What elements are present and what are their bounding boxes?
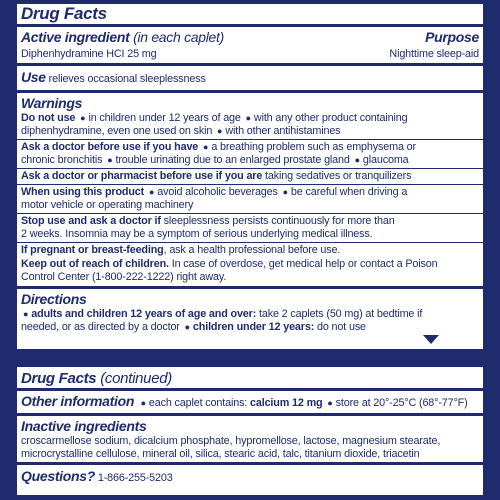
do-not-use-block: Do not use ● in children under 12 years of age ● with any other product containing diphenhydramine, even one used on skin ● with other antihistamines: [21, 112, 408, 137]
questions-phone: 1-866-255-5203: [95, 472, 173, 484]
drug-facts-continued-panel: [17, 367, 483, 495]
ask-pharmacist-block: Ask a doctor or pharmacist before use if you are taking sedatives or tranquilizers: [21, 170, 412, 182]
questions-heading: Questions?: [21, 468, 96, 484]
bullet-icon: ●: [140, 398, 146, 408]
bullet-icon: ●: [148, 187, 155, 197]
other-information-heading: Other information: [21, 393, 135, 409]
bullet-icon: ●: [327, 398, 333, 408]
bullet-icon: ●: [282, 187, 288, 197]
ingredient-name: Diphenhydramine HCI 25 mg: [21, 48, 157, 60]
keep-out-block: Keep out of reach of children. In case of overdose, get medical help or contact a Poison Control Center (1-800-222-1222) right away.: [21, 258, 438, 283]
bullet-icon: ●: [354, 155, 360, 165]
drug-facts-panel: [17, 4, 483, 349]
bullet-icon: ●: [217, 126, 223, 136]
stop-use-block: Stop use and ask a doctor if sleeplessness persists continuously for more than 2 weeks. Insomnia may be a symptom of serious underlying medical illness.: [21, 215, 395, 240]
bullet-icon: ●: [23, 309, 29, 319]
bullet-icon: ●: [80, 113, 86, 123]
bullet-icon: ●: [245, 113, 251, 123]
bullet-icon: ●: [107, 155, 113, 165]
inactive-ingredients-heading: Inactive ingredients: [21, 418, 147, 434]
panel-title: Drug Facts: [21, 4, 107, 23]
active-ingredient-heading: Active ingredient (in each caplet): [21, 29, 224, 45]
continued-title: Drug Facts (continued): [21, 370, 172, 387]
inactive-ingredients-text: croscarmellose sodium, dicalcium phosphate, hypromellose, lactose, magnesium stearate, microcrystalline cellulose, mineral oil, silica, stearic acid, talc, titanium dioxide, triacetin: [21, 435, 441, 460]
other-information-text: ● each caplet contains: calcium 12 mg ● store at 20°-25°C (68°-77°F): [140, 397, 468, 409]
continue-arrow-icon: [423, 335, 439, 344]
purpose-heading: Purpose: [425, 29, 479, 45]
use-heading: Use: [21, 69, 46, 85]
when-using-block: When using this product ● avoid alcoholic beverages ● be careful when driving a motor vehicle or operating machinery: [21, 186, 408, 211]
use-text: relieves occasional sleeplessness: [45, 73, 206, 85]
directions-text: ● adults and children 12 years of age and over: take 2 caplets (50 mg) at bedtime if needed, or as directed by a doctor ● children under 12 years: do not use: [21, 308, 423, 333]
ingredient-purpose: Nighttime sleep-aid: [389, 48, 479, 60]
pregnancy-block: If pregnant or breast-feeding, ask a health professional before use.: [21, 244, 341, 256]
bullet-icon: ●: [184, 322, 190, 332]
ask-doctor-block: Ask a doctor before use if you have ● a breathing problem such as emphysema or chronic bronchitis ● trouble urinating due to an enlarged prostate gland ● glaucoma: [21, 141, 416, 166]
warnings-heading: Warnings: [21, 95, 83, 111]
bullet-icon: ●: [203, 142, 209, 152]
directions-heading: Directions: [21, 291, 87, 307]
